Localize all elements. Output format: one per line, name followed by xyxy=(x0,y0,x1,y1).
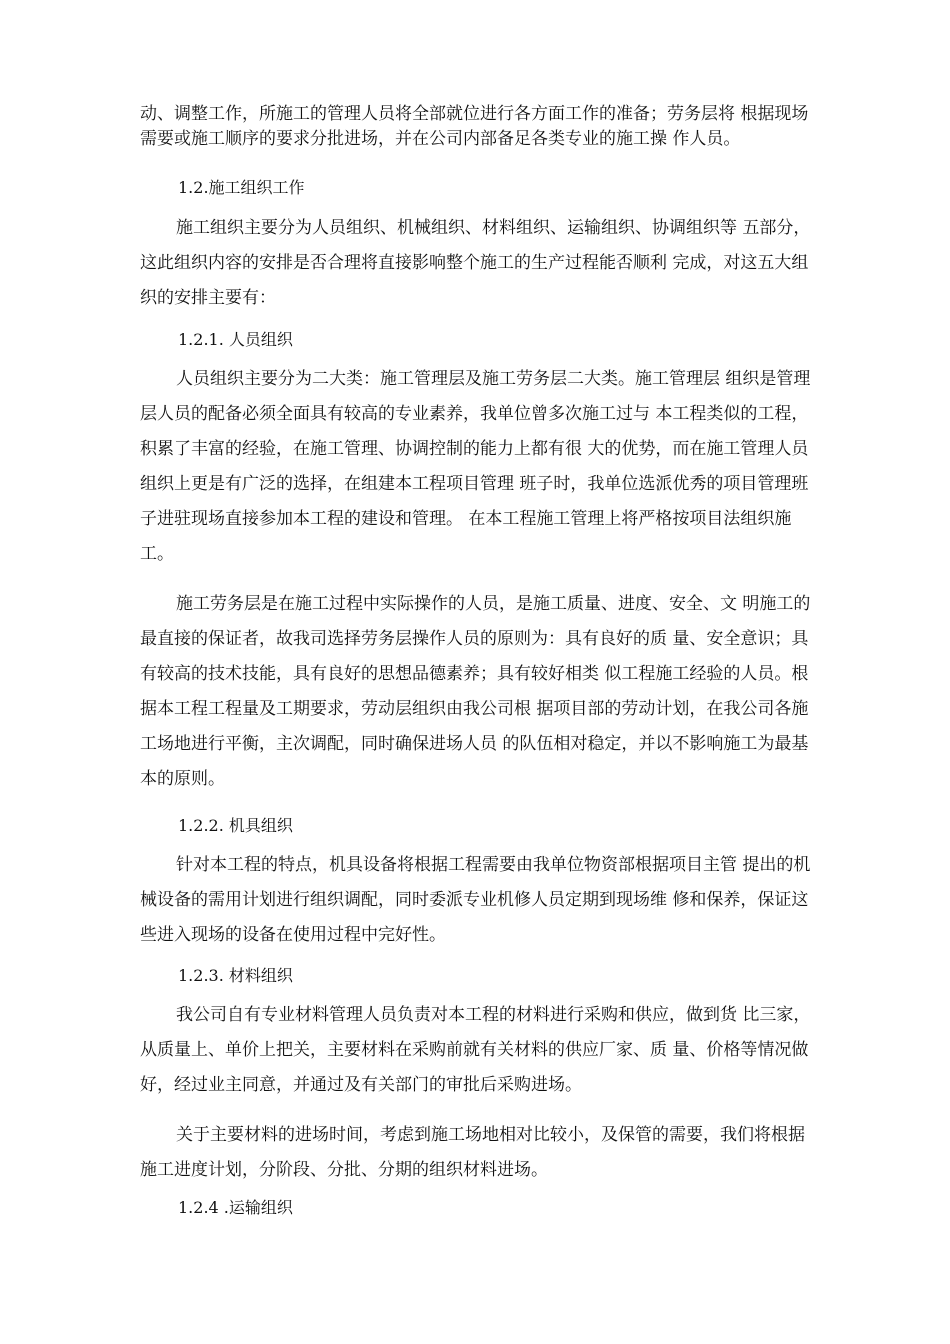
paragraph-1-2-1-b: 施工劳务层是在施工过程中实际操作的人员，是施工质量、进度、安全、文 明施工的最直接的保证者，故我司选择劳务层操作人员的原则为：具有良好的质 量、安全意识；具有较高的技术技能，具有良好的思想品德素养；具有较好相类 似工程施工经验的人员。根据本工程工程量及工期要求，劳动层组织由我公司根 据项目部的劳动计划，在我公司各施工场地进行平衡，主次调配，同时确保进场人员 的队伍相对稳定，并以不影响施工为最基本的原则。 xyxy=(140,594,811,789)
paragraph-1-2: 施工组织主要分为人员组织、机械组织、材料组织、运输组织、协调组织等 五部分，这此组织内容的安排是否合理将直接影响整个施工的生产过程能否顺利 完成，对这五大组织的安排主要有： xyxy=(140,218,811,308)
heading-1-2: 1.2.施工组织工作 xyxy=(178,178,305,197)
paragraph-1-2-3-a: 我公司自有专业材料管理人员负责对本工程的材料进行采购和供应，做到货 比三家，从质量上、单价上把关，主要材料在采购前就有关材料的供应厂家、质 量、价格等情况做好，经过业主同意，并通过及有关部门的审批后采购进场。 xyxy=(140,1005,811,1095)
paragraph-1-2-3-b: 关于主要材料的进场时间，考虑到施工场地相对比较小，及保管的需要，我们将根据施工进度计划，分阶段、分批、分期的组织材料进场。 xyxy=(140,1125,805,1180)
heading-1-2-3: 1.2.3. 材料组织 xyxy=(178,966,293,985)
heading-1-2-2: 1.2.2. 机具组织 xyxy=(178,816,293,835)
paragraph-1-2-2: 针对本工程的特点，机具设备将根据工程需要由我单位物资部根据项目主管 提出的机械设备的需用计划进行组织调配，同时委派专业机修人员定期到现场维 修和保养，保证这些进入现场的设备在使用过程中完好性。 xyxy=(140,855,811,945)
intro-paragraph: 动、调整工作，所施工的管理人员将全部就位进行各方面工作的准备；劳务层将 根据现场需要或施工顺序的要求分批进场，并在公司内部备足各类专业的施工操 作人员。 xyxy=(140,104,809,149)
paragraph-1-2-1-a: 人员组织主要分为二大类：施工管理层及施工劳务层二大类。施工管理层 组织是管理层人员的配备必须全面具有较高的专业素养，我单位曾多次施工过与 本工程类似的工程，积累了丰富的经验，在施工管理、协调控制的能力上都有很 大的优势，而在施工管理人员组织上更是有广泛的选择，在组建本工程项目管理 班子时，我单位选派优秀的项目管理班子进驻现场直接参加本工程的建设和管理。 在本工程施工管理上将严格按项目法组织施工。 xyxy=(140,369,811,564)
heading-1-2-1: 1.2.1. 人员组织 xyxy=(178,330,293,349)
heading-1-2-4: 1.2.4 .运输组织 xyxy=(178,1198,293,1217)
